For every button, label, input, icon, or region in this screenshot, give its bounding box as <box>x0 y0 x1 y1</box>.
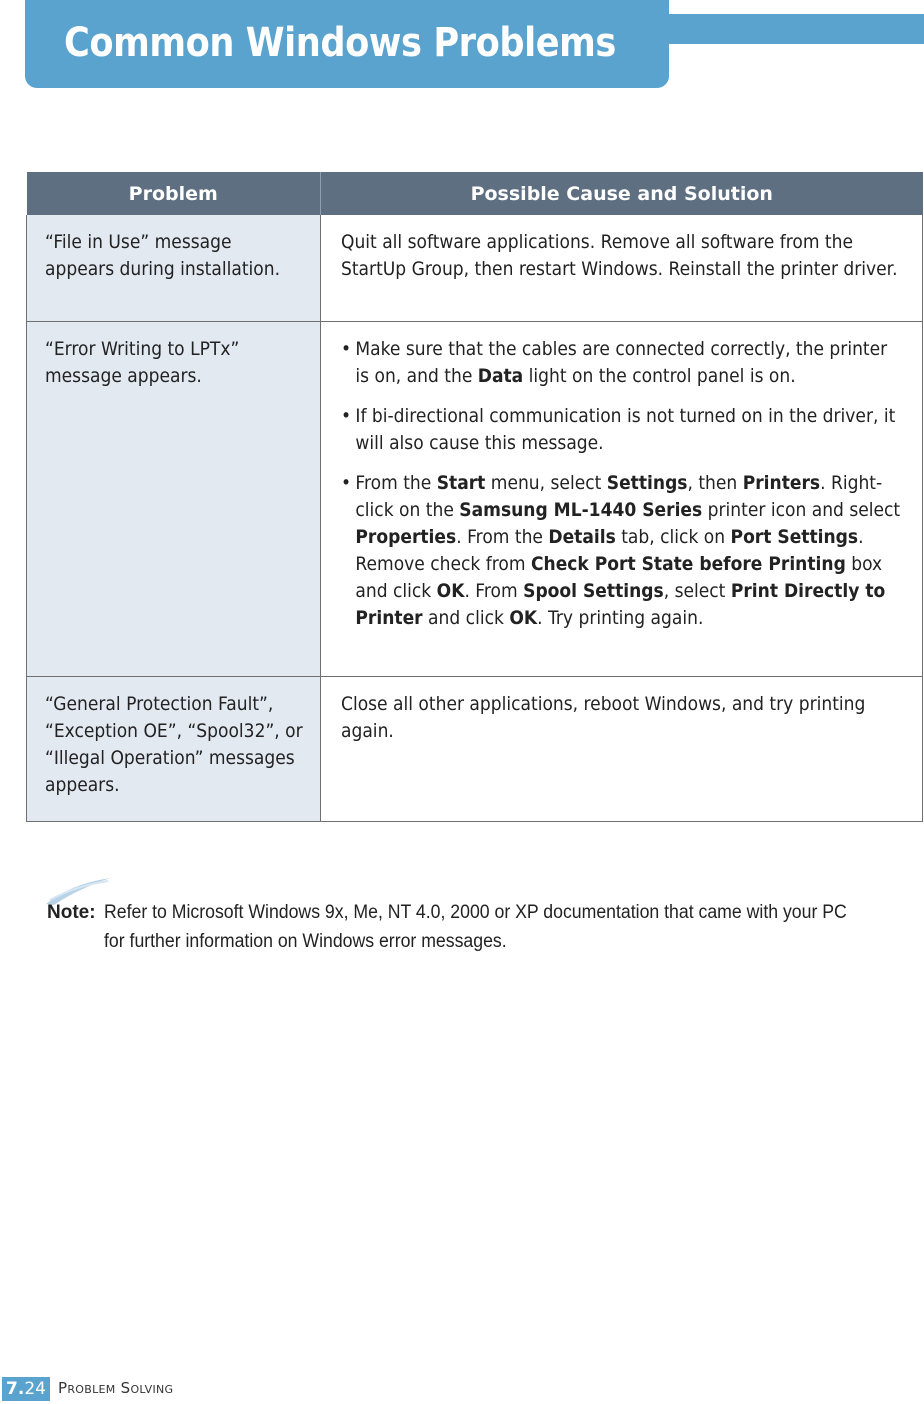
table-header-row <box>27 172 923 215</box>
note-label: Note: <box>47 902 96 923</box>
problem-cell: “General Protection Fault”, “Exception OE”, “Spool32”, or “Illegal Operation” messages appears. <box>27 676 321 821</box>
bullet-item: • From the Start menu, select Settings, then Printers. Right-click on the Samsung ML-1440 Series printer icon and select Properties. From the Details tab, click on Port Settings. Remove check from Check Port State before Printing box and click OK. From Spool Settings, select Print Directly to Printer and click OK. Try printing again. <box>341 471 901 629</box>
header-solution: Possible Cause and Solution <box>321 172 923 215</box>
header-problem: Problem <box>27 172 321 215</box>
note <box>47 898 907 956</box>
note-text: Refer to Microsoft Windows 9x, Me, NT 4.0, 2000 or XP documentation that came with your PC for further information on Windows error messages. <box>104 902 847 952</box>
solution-cell: Quit all software applications. Remove all software from the StartUp Group, then restart Windows. Reinstall the printer driver. <box>321 215 923 321</box>
bullet-item: • If bi-directional communication is not turned on in the driver, it will also cause this message. <box>341 404 896 454</box>
bullet-item: • Make sure that the cables are connected correctly, the printer is on, and the Data light on the control panel is on. <box>341 337 888 387</box>
solution-cell <box>321 321 923 676</box>
table-row <box>27 321 923 676</box>
problems-table <box>26 172 923 822</box>
table-row <box>27 215 923 321</box>
problem-cell: “Error Writing to LPTx” message appears. <box>27 321 321 676</box>
problem-cell: “File in Use” message appears during installation. <box>27 215 321 321</box>
solution-cell: Close all other applications, reboot Windows, and try printing again. <box>321 676 923 821</box>
section-name: Problem Solving <box>58 1379 174 1397</box>
page-title: Common Windows Problems <box>64 20 616 66</box>
footer <box>0 1376 400 1404</box>
table-row <box>27 676 923 821</box>
title-band <box>668 14 924 44</box>
page-number: 7.24 <box>2 1377 50 1401</box>
